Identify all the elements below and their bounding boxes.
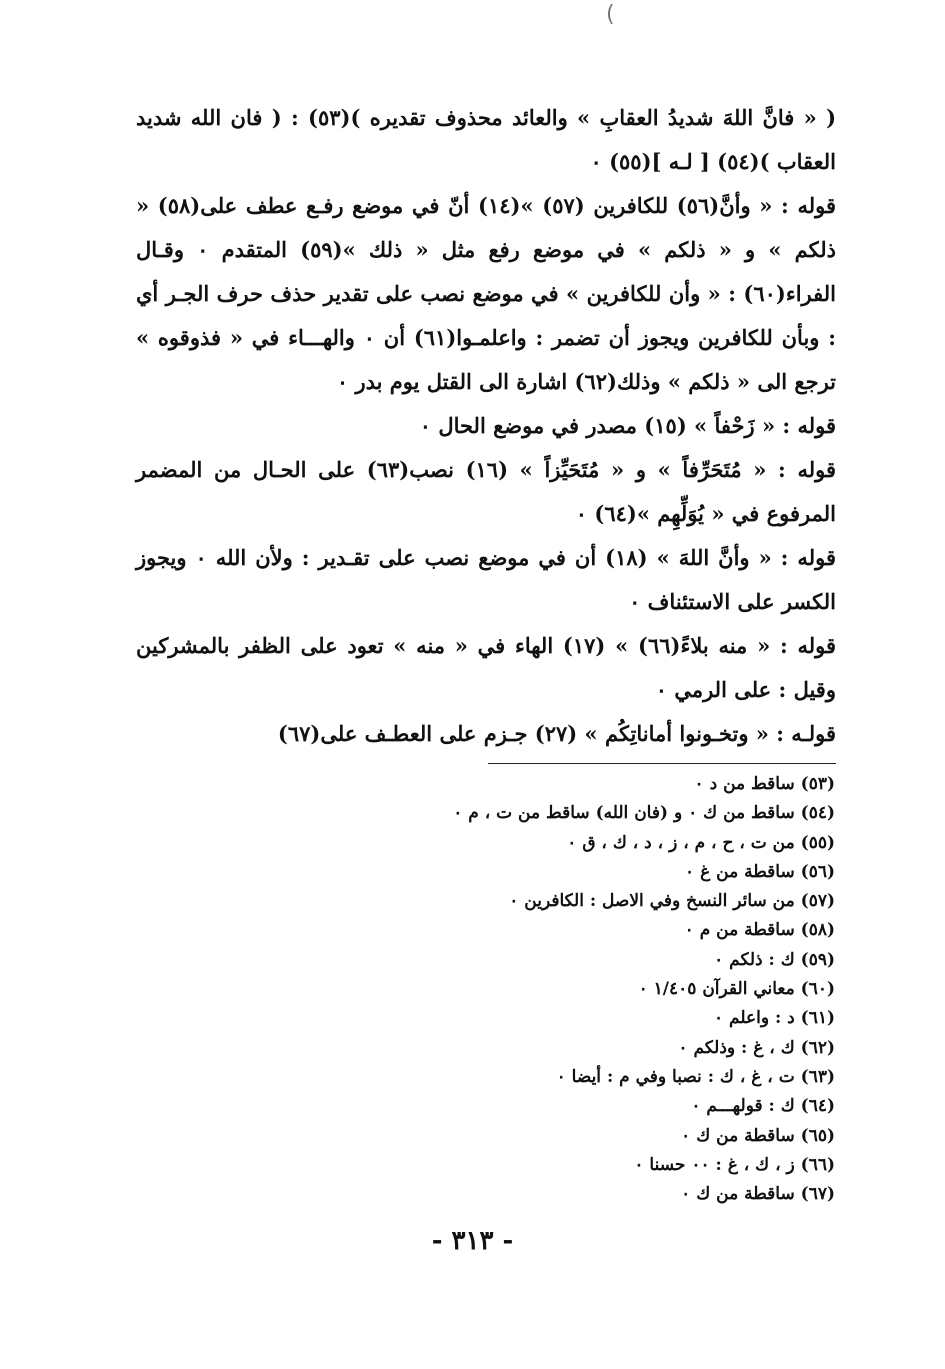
- main-text: [136, 96, 836, 756]
- corner-mark: (: [606, 2, 615, 27]
- paragraph: قوله : « منه بلاءً(٦٦) » (١٧) الهاء في « منه » تعود على الظفر بالمشركين وقيل : على الرمي ٠: [136, 633, 837, 702]
- footnote: (٦٣) ت ، غ ، ك : نصبا وفي م : أيضا ٠: [556, 1066, 835, 1087]
- footnote: (٥٥) من ت ، ح ، م ، ز ، د ، ك ، ق ٠: [567, 832, 835, 853]
- footnote: (٦٥) ساقطة من ك ٠: [681, 1125, 835, 1146]
- footnote: (٥٣) ساقط من د ٠: [694, 774, 835, 794]
- footnote: (٦٧) ساقطة من ك ٠: [681, 1184, 835, 1205]
- footnote: (٥٦) ساقطة من غ ٠: [685, 861, 835, 882]
- paragraph: قولـه : « وتخـونوا أماناتِكُم » (٢٧) جـزم على العطـف على(٦٧): [277, 721, 836, 746]
- footnote-list: [135, 770, 835, 1209]
- paragraph: قوله : « وأنَّ اللهَ » (١٨) أن في موضع نصب على تقـدير : ولأن الله ٠ ويجوز الكسر على الاستئناف ٠: [136, 545, 836, 614]
- paragraph: قوله : « زَحْفاً » (١٥) مصدر في موضع الحال ٠: [419, 413, 836, 438]
- footnote-divider: [488, 763, 836, 764]
- paragraph: ( « فانَّ اللهَ شديدُ العقابِ » والعائد محذوف تقديره )(٥٣) : ( فان الله شديد العقاب )(٥٤) [ لـه ](٥٥) ٠: [136, 105, 837, 174]
- footnote: (٦٢) ك ، غ : وذلكم ٠: [678, 1037, 835, 1058]
- footnote: (٥٤) ساقط من ك ٠ و (فان الله) ساقط من ت ، م ٠: [453, 803, 835, 824]
- paragraph: قوله : « وأنَّ(٥٦) للكافرين (٥٧) »(١٤) أنّ في موضع رفـع عطف على(٥٨) « ذلكم » و « ذلكم » في موضع رفع مثل « ذلك »(٥٩) المتقدم ٠ وقـال الفراء(٦٠) : « وأن للكافرين » في موضع نصب على تقدير حذف حرف الجـر أي : وبأن للكافرين ويجوز أن تضمر : واعلمـوا(٦١) أن ٠ والهـــاء في « فذوقوه » ترجع الى « ذلكم » وذلك(٦٢) اشارة الى القتل يوم بدر ٠: [136, 193, 837, 394]
- footnote: (٦٦) ز ، ك ، غ : ٠٠ حسنا ٠: [634, 1154, 835, 1175]
- footnote: (٥٨) ساقطة من م ٠: [684, 920, 835, 941]
- page-number: - ٣١٣ -: [431, 1226, 514, 1256]
- footnote: (٥٩) ك : ذلكم ٠: [714, 949, 835, 970]
- footnote: (٦٤) ك : قولهـــم ٠: [691, 1096, 835, 1117]
- footnote: (٦٠) معاني القرآن ١/٤٠٥ ٠: [638, 979, 835, 1000]
- footnote: (٦١) د : واعلم ٠: [713, 1008, 835, 1029]
- paragraph: قوله : « مُتَحَرِّفاً » و « مُتَحَيِّزاً » (١٦) نصب(٦٣) على الحـال من المضمر المرفوع في « يُوَلِّهِم »(٦٤) ٠: [136, 457, 836, 526]
- footnote: (٥٧) من سائر النسخ وفي الاصل : الكافرين ٠: [509, 891, 835, 912]
